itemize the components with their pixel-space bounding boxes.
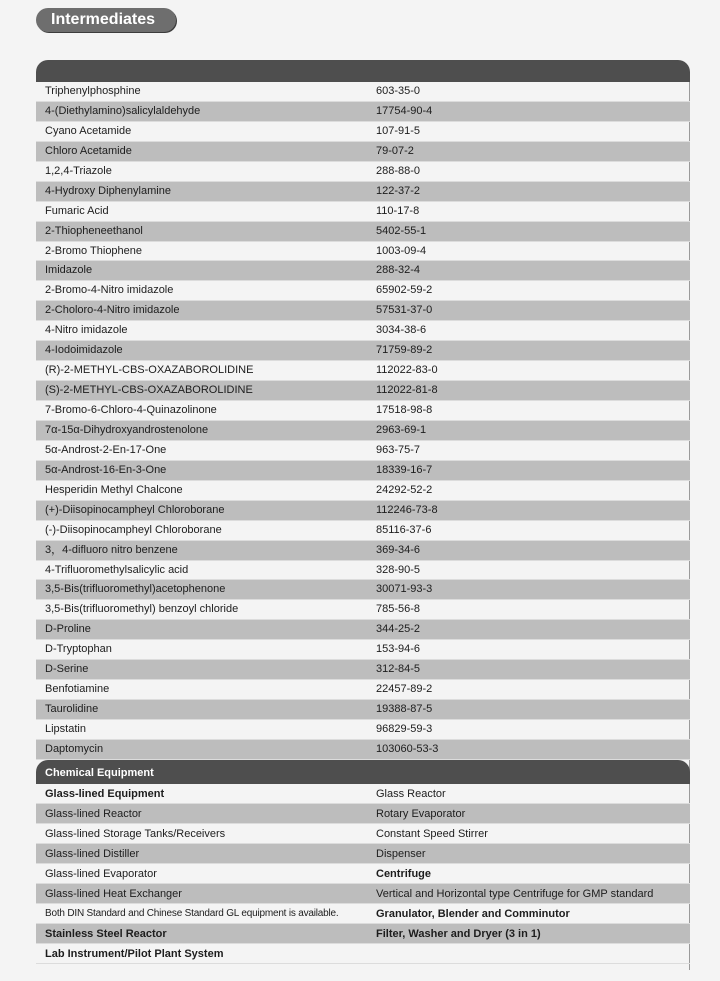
equipment-row: [36, 924, 690, 944]
compound-name: D-Tryptophan: [45, 643, 112, 656]
table-row: [36, 401, 690, 421]
compound-name: Cyano Acetamide: [45, 124, 132, 137]
cas-number: 24292-52-2: [376, 483, 433, 496]
table-row: [36, 281, 690, 301]
compound-name: 5α-Androst-16-En-3-One: [45, 463, 167, 476]
compound-name: D-Serine: [45, 663, 89, 676]
cas-number: 112246-73-8: [376, 503, 438, 516]
equipment-right: Granulator, Blender and Comminutor: [376, 907, 570, 920]
table-row: [36, 162, 690, 182]
equipment-right: Glass Reactor: [376, 787, 446, 800]
compound-name: Hesperidin Methyl Chalcone: [45, 483, 183, 496]
table-row: [36, 521, 690, 541]
equipment-row: [36, 884, 690, 904]
table-row: [36, 680, 690, 700]
compound-name: Benfotiamine: [45, 683, 110, 696]
equipment-row: [36, 864, 690, 884]
cas-number: 1003-09-4: [376, 244, 427, 257]
equipment-left: Glass-lined Distiller: [45, 847, 140, 860]
compound-name: Triphenylphosphine: [45, 85, 141, 97]
table-row: [36, 261, 690, 281]
table-header-band: [36, 60, 690, 82]
compound-name: 5α-Androst-2-En-17-One: [45, 443, 167, 456]
cas-number: 112022-81-8: [376, 384, 438, 397]
cas-number: 5402-55-1: [376, 224, 427, 237]
equipment-left: Glass-lined Equipment: [45, 787, 165, 800]
equipment-rows: [36, 784, 690, 964]
table-row: [36, 660, 690, 680]
compound-name: 2-Bromo Thiophene: [45, 244, 143, 257]
table-row: [36, 361, 690, 381]
cas-number: 369-34-6: [376, 543, 421, 556]
equipment-row: [36, 904, 690, 924]
table-row: [36, 242, 690, 262]
cas-number: 288-32-4: [376, 264, 421, 277]
cas-number: 3034-38-6: [376, 324, 427, 337]
equipment-row: [36, 824, 690, 844]
cas-number: 2963-69-1: [376, 423, 427, 436]
equipment-left: Glass-lined Heat Exchanger: [45, 887, 182, 900]
compound-name: 4-Nitro imidazole: [45, 324, 128, 337]
cas-number: 785-56-8: [376, 603, 421, 616]
compound-name: 2-Thiopheneethanol: [45, 224, 143, 237]
compound-name: 7-Bromo-6-Chloro-4-Quinazolinone: [45, 404, 217, 416]
cas-number: 110-17-8: [376, 204, 420, 217]
compound-name: 4-Trifluoromethylsalicylic acid: [45, 563, 189, 576]
compound-name: 2-Choloro-4-Nitro imidazole: [45, 304, 180, 317]
cas-number: 17518-98-8: [376, 404, 433, 416]
table-row: [36, 341, 690, 361]
compound-name: Chloro Acetamide: [45, 144, 132, 157]
cas-number: 19388-87-5: [376, 703, 433, 716]
table-row: [36, 381, 690, 401]
equipment-right: Filter, Washer and Dryer (3 in 1): [376, 927, 541, 940]
equipment-left: Glass-lined Storage Tanks/Receivers: [45, 827, 226, 840]
table-row: [36, 720, 690, 740]
table-row: [36, 301, 690, 321]
compound-name: 4-(Diethylamino)salicylaldehyde: [45, 104, 201, 117]
table-row: [36, 421, 690, 441]
compound-name: 4-Hydroxy Diphenylamine: [45, 184, 171, 197]
table-row: [36, 441, 690, 461]
compound-name: D-Proline: [45, 623, 91, 636]
table-row: [36, 600, 690, 620]
compound-name: 1,2,4-Triazole: [45, 164, 112, 177]
equipment-right: Constant Speed Stirrer: [376, 827, 488, 840]
table-row: [36, 202, 690, 222]
table-row: [36, 122, 690, 142]
equipment-right: Vertical and Horizontal type Centrifuge for GMP standard: [376, 887, 654, 900]
table-row: [36, 321, 690, 341]
compound-name: 7α-15α-Dihydroxyandrostenolone: [45, 423, 209, 436]
cas-number: 22457-89-2: [376, 683, 433, 696]
cas-number: 344-25-2: [376, 623, 421, 636]
equipment-title: Chemical Equipment: [36, 760, 690, 784]
equipment-left: Lab Instrument/Pilot Plant System: [45, 947, 224, 960]
compound-name: (-)-Diisopinocampheyl Chloroborane: [45, 523, 222, 536]
table-row: [36, 580, 690, 600]
compound-name: 3,5-Bis(trifluoromethyl) benzoyl chloride: [45, 603, 239, 616]
cas-number: 288-88-0: [376, 164, 421, 177]
equipment-left: Glass-lined Reactor: [45, 807, 142, 820]
compound-name: (S)-2-METHYL-CBS-OXAZABOROLIDINE: [45, 384, 253, 397]
equipment-row: [36, 804, 690, 824]
section-title: Intermediates: [36, 8, 176, 32]
equipment-left: Stainless Steel Reactor: [45, 927, 167, 940]
cas-number: 30071-93-3: [376, 583, 433, 596]
cas-number: 103060-53-3: [376, 742, 439, 755]
table-row: [36, 700, 690, 720]
table-row: [36, 82, 690, 102]
cas-number: 65902-59-2: [376, 284, 433, 297]
cas-number: 328-90-5: [376, 563, 421, 576]
table-row: [36, 561, 690, 581]
cas-number: 57531-37-0: [376, 304, 433, 317]
table-row: [36, 142, 690, 162]
cas-number: 85116-37-6: [376, 523, 432, 536]
table-row: [36, 182, 690, 202]
compound-name: 2-Bromo-4-Nitro imidazole: [45, 284, 174, 297]
compound-name: Daptomycin: [45, 742, 104, 755]
compound-name: Taurolidine: [45, 703, 99, 716]
cas-number: 963-75-7: [376, 443, 421, 456]
cas-number: 71759-89-2: [376, 344, 433, 357]
cas-number: 603-35-0: [376, 85, 421, 97]
equipment-row: [36, 844, 690, 864]
table-row: [36, 102, 690, 122]
compound-name: 4-Iodoimidazole: [45, 344, 123, 357]
cas-number: 312-84-5: [376, 663, 421, 676]
table-row: [36, 461, 690, 481]
cas-number: 107-91-5: [376, 124, 421, 137]
cas-number: 18339-16-7: [376, 463, 433, 476]
table-row: [36, 620, 690, 640]
intermediates-rows: [36, 82, 690, 760]
compound-name: Imidazole: [45, 264, 93, 277]
cas-number: 122-37-2: [376, 184, 421, 197]
cas-number: 153-94-6: [376, 643, 421, 656]
compound-name: 3,5-Bis(trifluoromethyl)acetophenone: [45, 583, 226, 596]
table-row: [36, 740, 690, 760]
equipment-row: [36, 784, 690, 804]
table-row: [36, 541, 690, 561]
intermediates-table: [36, 60, 690, 964]
equipment-right: Dispenser: [376, 847, 426, 860]
table-row: [36, 640, 690, 660]
table-row: [36, 481, 690, 501]
cas-number: 17754-90-4: [376, 104, 433, 117]
table-row: [36, 501, 690, 521]
table-row: [36, 222, 690, 242]
equipment-row: [36, 944, 690, 964]
cas-number: 96829-59-3: [376, 723, 433, 735]
compound-name: (R)-2-METHYL-CBS-OXAZABOROLIDINE: [45, 364, 254, 377]
cas-number: 79-07-2: [376, 144, 414, 157]
compound-name: (+)-Diisopinocampheyl Chloroborane: [45, 503, 225, 516]
compound-name: Fumaric Acid: [45, 204, 109, 217]
equipment-right: Centrifuge: [376, 867, 431, 880]
equipment-left: Both DIN Standard and Chinese Standard GL equipment is available.: [45, 907, 339, 919]
compound-name: Lipstatin: [45, 723, 86, 735]
equipment-left: Glass-lined Evaporator: [45, 867, 157, 880]
equipment-right: Rotary Evaporator: [376, 807, 466, 820]
cas-number: 112022-83-0: [376, 364, 438, 377]
compound-name: 3，4-difluoro nitro benzene: [45, 543, 178, 556]
